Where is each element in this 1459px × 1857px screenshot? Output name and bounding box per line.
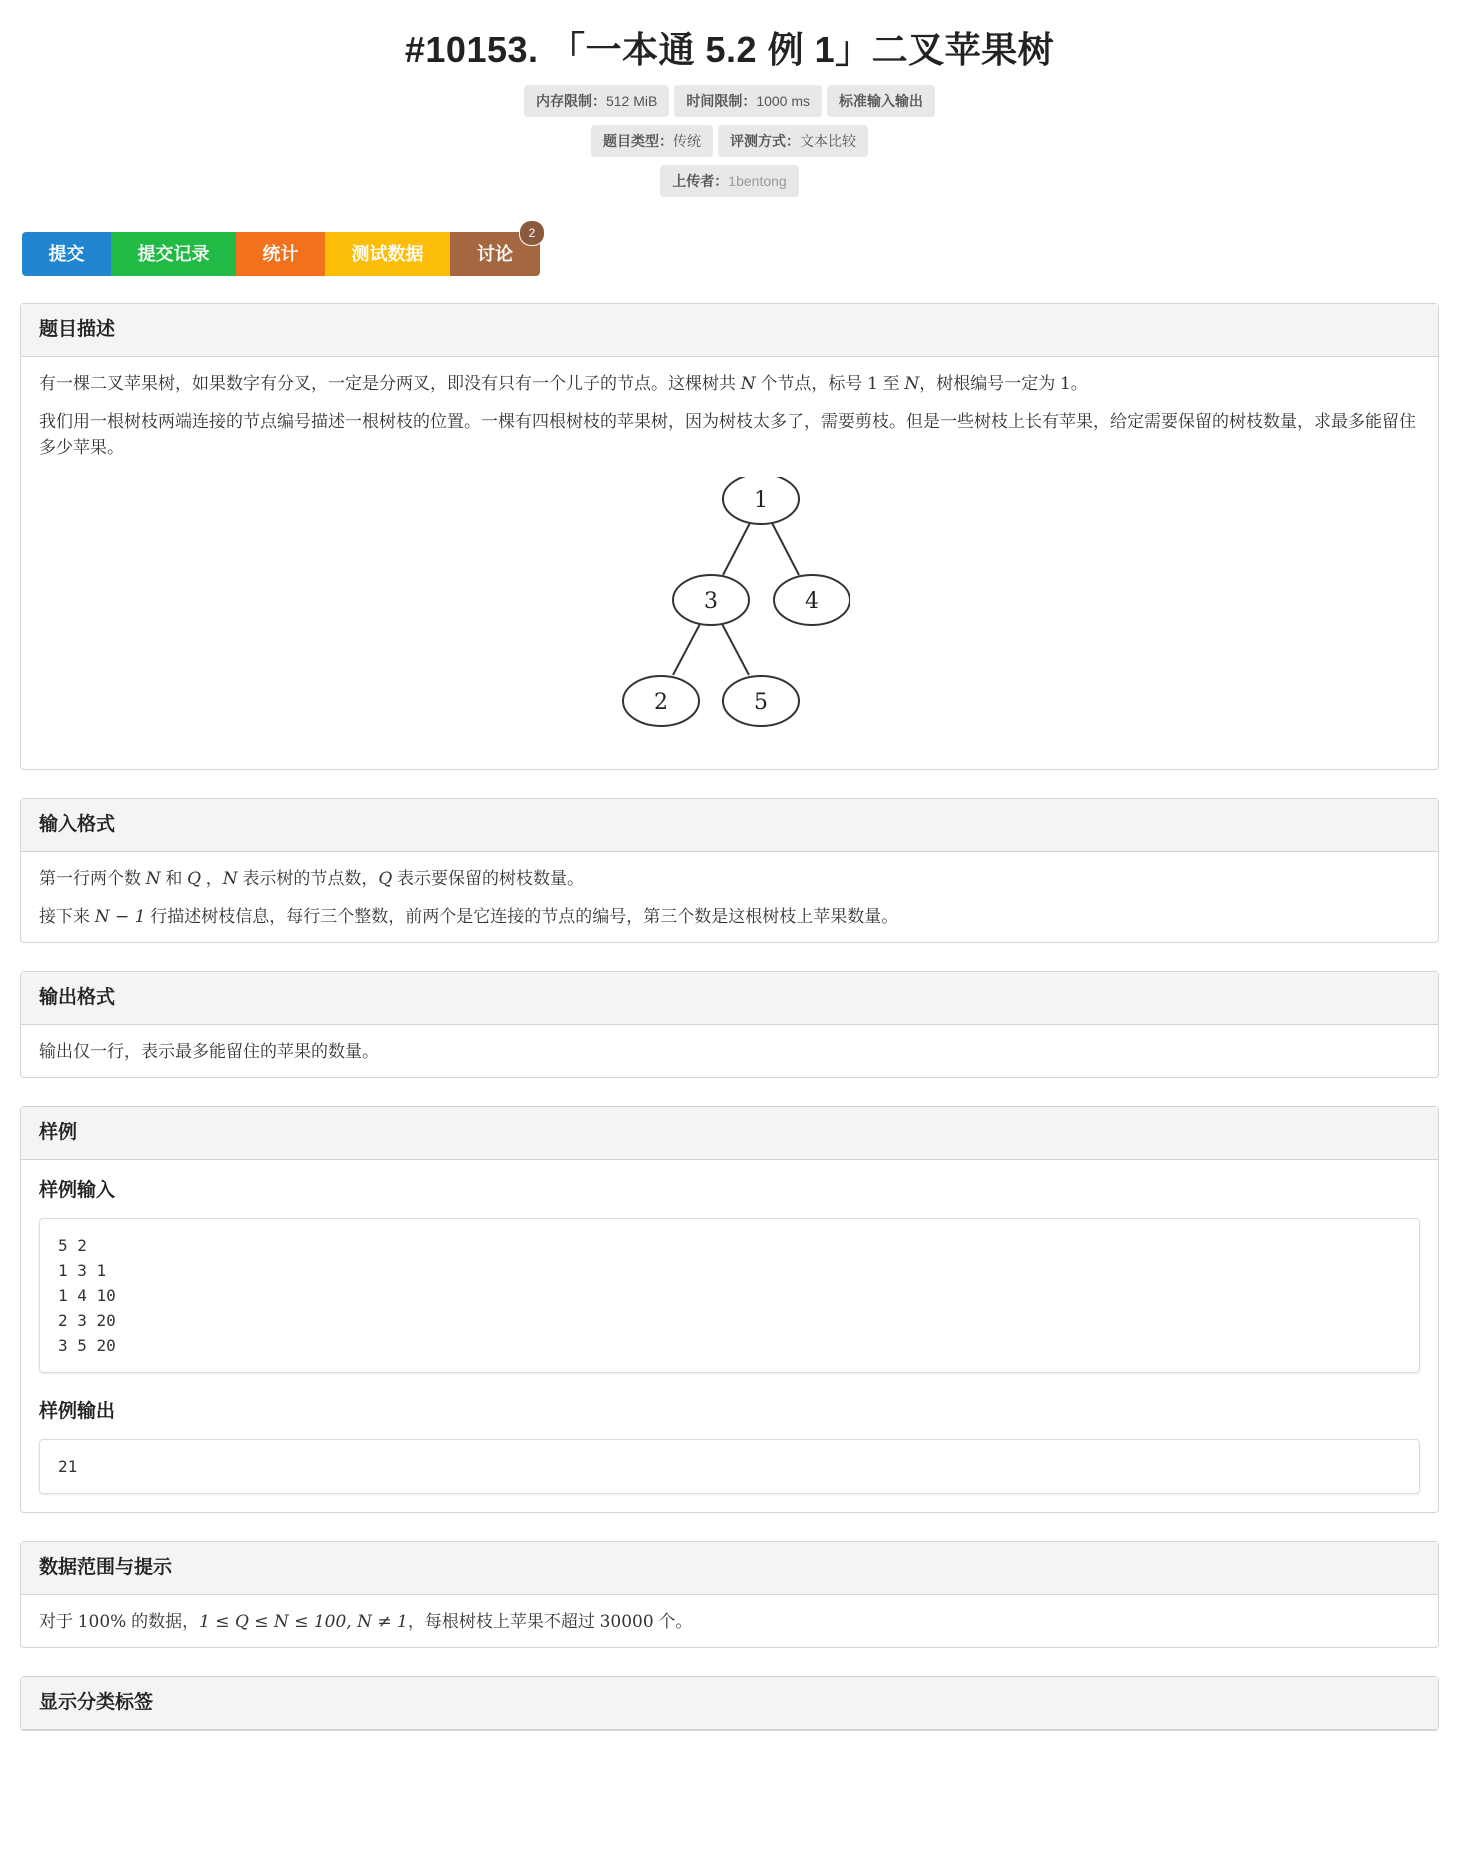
output-format-body: [21, 1025, 1438, 1077]
input-format-body: [21, 852, 1438, 942]
problem-type-label: 题目类型：传统: [591, 125, 713, 157]
sample-output-title: 样例输出: [39, 1401, 116, 1422]
description-body: [21, 357, 1438, 769]
apple-tree-diagram: [610, 477, 850, 747]
tree-edge-3-5: [721, 622, 749, 675]
tree-node-3-label: 3: [703, 589, 718, 614]
input-format-heading: 输入格式: [21, 799, 1438, 852]
submit-button[interactable]: 提交: [22, 232, 111, 276]
statistics-button[interactable]: 统计: [236, 232, 325, 276]
tree-node-4-label: 4: [804, 589, 819, 614]
sample-input-title: 样例输入: [39, 1180, 116, 1201]
samples-heading: 样例: [21, 1107, 1438, 1160]
input-format-section: [20, 798, 1439, 943]
hints-text: 对于 100% 的数据，1 ≤ Q ≤ N ≤ 100, N ≠ 1，每根树枝上苹果不超过 30000 个。: [39, 1612, 693, 1632]
test-data-button[interactable]: 测试数据: [325, 232, 450, 276]
discussion-count-badge: 2: [519, 220, 545, 246]
tree-node-5-label: 5: [753, 690, 768, 715]
time-limit-label: 时间限制：1000 ms: [674, 85, 822, 117]
tree-edge-1-3: [723, 521, 751, 575]
meta-row-type: [0, 125, 1459, 157]
input-format-line-1: 第一行两个数 N 和 Q ，N 表示树的节点数，Q 表示要保留的树枝数量。: [39, 869, 585, 889]
submission-records-button[interactable]: 提交记录: [111, 232, 236, 276]
samples-section: [20, 1106, 1439, 1513]
hints-section: [20, 1541, 1439, 1648]
io-label: 标准输入输出: [827, 85, 935, 117]
description-heading: 题目描述: [21, 304, 1438, 357]
meta-row-limits: [0, 85, 1459, 117]
discussion-button[interactable]: 讨论: [450, 232, 540, 276]
tree-node-1-label: 1: [753, 488, 768, 513]
sample-output-code: 21: [39, 1439, 1420, 1494]
description-paragraph-2: 我们用一根树枝两端连接的节点编号描述一根树枝的位置。一棵有四根树枝的苹果树，因为树枝太多了，需要剪枝。但是一些树枝上长有苹果，给定需要保留的树枝数量，求最多能留住多少苹果。: [39, 412, 1416, 457]
samples-body: [21, 1160, 1438, 1512]
hints-body: [21, 1595, 1438, 1647]
tree-edge-3-2: [673, 622, 701, 675]
tags-section[interactable]: [20, 1676, 1439, 1731]
page-title: #10153. 「一本通 5.2 例 1」二叉苹果树: [404, 29, 1055, 70]
hints-heading: 数据范围与提示: [21, 1542, 1438, 1595]
input-format-line-2: 接下来 N − 1 行描述树枝信息，每行三个整数，前两个是它连接的节点的编号，第三个数是这根树枝上苹果数量。: [39, 907, 899, 927]
uploader-label: 上传者：1bentong: [660, 165, 798, 197]
judge-method-label: 评测方式：文本比较: [718, 125, 868, 157]
output-format-heading: 输出格式: [21, 972, 1438, 1025]
output-format-text: 输出仅一行，表示最多能留住的苹果的数量。: [39, 1042, 379, 1061]
output-format-section: [20, 971, 1439, 1078]
tree-node-2-label: 2: [653, 690, 668, 715]
sample-input-code: 5 2 1 3 1 1 4 10 2 3 20 3 5 20: [39, 1218, 1420, 1373]
action-buttons: [22, 226, 540, 276]
show-tags-toggle[interactable]: 显示分类标签: [21, 1677, 1438, 1730]
uploader-link[interactable]: 1bentong: [728, 173, 787, 189]
tree-edge-1-4: [771, 521, 799, 575]
description-paragraph-1: 有一棵二叉苹果树，如果数字有分叉，一定是分两叉，即没有只有一个儿子的节点。这棵树共 N 个节点，标号 1 至 N，树根编号一定为 1。: [39, 374, 1088, 394]
meta-row-uploader: [0, 165, 1459, 197]
description-section: [20, 303, 1439, 770]
memory-limit-label: 内存限制：512 MiB: [524, 85, 669, 117]
